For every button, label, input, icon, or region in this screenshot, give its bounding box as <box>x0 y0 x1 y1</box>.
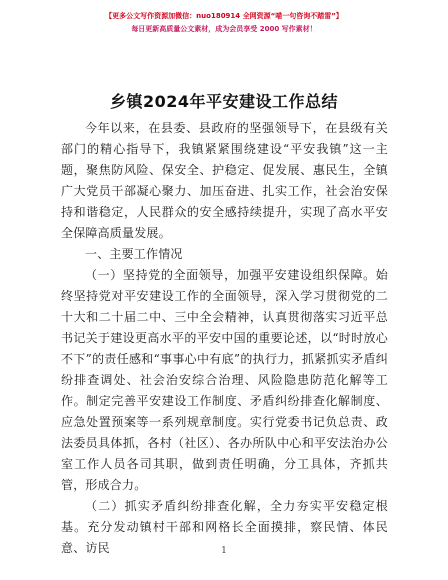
intro-paragraph: 今年以来，在县委、县政府的坚强领导下，在县级有关部门的精心指导下，我镇紧紧围绕建设“平安我镇”这一主题，聚焦防风险、保安全、护稳定、促发展、惠民生，全镇广大党员干部凝心聚力、加压奋进、扎实工作，社会治安保持和谐稳定，人民群众的安全感持续提升，实现了高水平安全保障高质量发展。 <box>61 121 388 240</box>
subsection-1-body: 始终坚持党对平安建设工作的全面领导，深入学习贯彻党的二十大和二十届二中、三中全会精神，认真贯彻落实习近平总书记关于建设更高水平的平安中国的重要论述，以“时时放心不下”的责任感和“事事心中有底”的执行力，抓紧抓实矛盾纠纷排查调处、社会治安综合治理、风险隐患防范化解等工作。制定完善平安建设工作制度、矛盾纠纷排查化解制度、应急处置预案等一系列规章制度。实行党委书记负总责、政法委员具体抓，各村（社区）、各办所队中心和平安法治办公室工作人员各司其职，做到责任明确，分工具体，齐抓共管，形成合力。 <box>61 268 388 492</box>
page-number: 1 <box>221 546 227 556</box>
promo-banner-line2: 每日更新高质量公文素材，成为会员享受 2000 写作素材！ <box>131 25 317 33</box>
subsection-2-heading: （二）抓实矛盾纠纷排查化解，全力夯实平安稳定根基。 <box>61 499 388 534</box>
subsection-1-heading: （一）坚持党的全面领导，加强平安建设组织保障。 <box>85 268 376 282</box>
subsection-2-body: 充分发动镇村干部和网格长全面摸排，察民情、体民意、访民 <box>61 520 388 555</box>
promo-banner-line1: 【更多公文写作资源加微信：nuo180914 全网资源“喵一句咨询不踏雷”】 <box>105 12 343 20</box>
document-body <box>61 118 388 559</box>
document-title: 乡镇2024年平安建设工作总结 <box>109 92 339 111</box>
promo-banner <box>86 11 362 35</box>
section-heading-main-work: 一、主要工作情况 <box>85 247 183 261</box>
subsection-1-paragraph <box>61 265 388 496</box>
